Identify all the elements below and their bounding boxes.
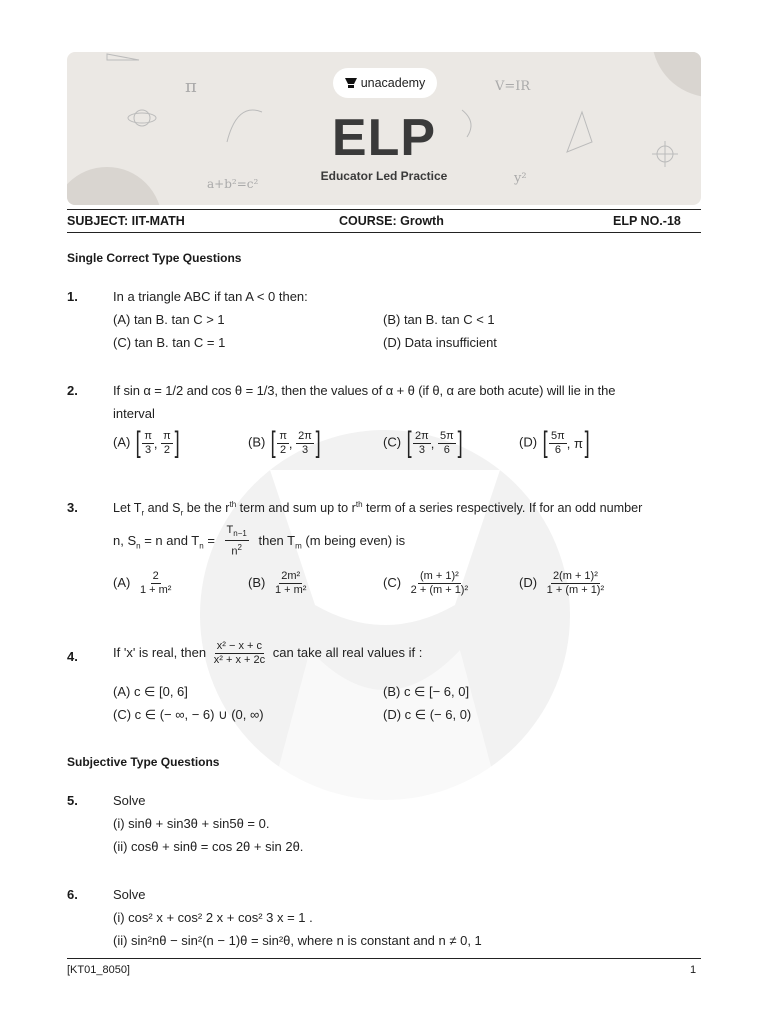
frac-num: π xyxy=(163,429,171,442)
subject-label: SUBJECT: IIT-MATH xyxy=(67,214,185,228)
option-b: (B) [ $\frac{\pi}{2}$ , $\frac{2\pi}{3}$ ] xyxy=(248,426,321,459)
frac-num: 2(m + 1)² xyxy=(552,570,598,582)
question-text xyxy=(113,500,642,518)
rule-bottom xyxy=(67,232,701,233)
unacademy-logo-icon xyxy=(345,78,357,88)
vir-doodle: V=IR xyxy=(495,79,531,94)
option-label: (A) xyxy=(113,574,131,590)
banner-subtitle: Educator Led Practice xyxy=(320,169,448,183)
text-part: then T xyxy=(258,532,296,548)
frac-num: 2 xyxy=(152,570,159,582)
question-text-cont xyxy=(113,524,405,559)
text-part: and S xyxy=(144,501,181,516)
text-part: Let T xyxy=(113,501,142,516)
question-number: 4. xyxy=(67,649,78,664)
frac-num: T xyxy=(226,524,234,536)
course-label: COURSE: Growth xyxy=(339,214,444,228)
part-i: (i) cos² x + cos² 2 x + cos² 3 x = 1 . xyxy=(113,910,313,925)
option-label: (C) xyxy=(383,434,402,450)
text-part: term of a series respectively. If for an odd number xyxy=(362,501,643,516)
question-text: Solve xyxy=(113,793,146,808)
rule-top xyxy=(67,209,701,210)
option-label: (D) xyxy=(519,574,538,590)
watermark-logo xyxy=(200,426,570,800)
subscript: m xyxy=(295,541,302,551)
option-label: (D) xyxy=(519,434,538,450)
option-d: (D) Data insufficient xyxy=(383,335,497,350)
frac-den: 3 xyxy=(418,443,425,456)
option-label: (B) xyxy=(248,434,266,450)
frac-num: 2π xyxy=(415,429,429,442)
option-b: (B) c ∈ [− 6, 0] xyxy=(383,684,470,699)
frac-den: 1 + (m + 1)² xyxy=(546,584,605,596)
frac-den: 2 xyxy=(163,443,170,456)
question-text: Solve xyxy=(113,887,146,902)
subscript: n−1 xyxy=(233,529,247,539)
option-label: (A) xyxy=(113,434,131,450)
frac-den: 6 xyxy=(554,443,561,456)
frac-den: 1 + m² xyxy=(139,584,172,596)
question-number: 1. xyxy=(67,289,78,304)
option-c: (C) [ $\frac{2\pi}{3}$ , $\frac{5\pi}{6}$ ] xyxy=(383,426,463,459)
frac-num: π xyxy=(279,429,287,442)
text-part: n, S xyxy=(113,532,137,548)
question-text: If sin α = 1/2 and cos θ = 1/3, then the values of α + θ (if θ, α are both acute) will lie in the xyxy=(113,383,616,398)
question-text xyxy=(113,640,422,667)
interval-end: π xyxy=(573,435,583,451)
part-ii: (ii) sin²nθ − sin²(n − 1)θ = sin²θ, where n is constant and n ≠ 0, 1 xyxy=(113,933,482,948)
frac-num: (m + 1)² xyxy=(420,570,459,582)
page-number: 1 xyxy=(690,964,697,976)
question-number: 3. xyxy=(67,500,78,515)
pythag-doodle: a+b²=c² xyxy=(207,177,259,191)
footer-rule xyxy=(67,958,701,959)
frac-den: 2 xyxy=(280,443,287,456)
question-number: 6. xyxy=(67,887,78,902)
frac-num: 2m² xyxy=(281,570,301,582)
frac-num: 5π xyxy=(439,429,454,442)
header-banner xyxy=(67,52,701,205)
option-a: (A) [ $\frac{\pi}{3}$ , $\frac{\pi}{2}$ ] xyxy=(113,426,180,459)
text-part: term and sum up to r xyxy=(236,501,356,516)
frac-num: π xyxy=(144,429,152,442)
option-c: (C) tan B. tan C = 1 xyxy=(113,335,226,350)
part-ii: (ii) cosθ + sinθ = cos 2θ + sin 2θ. xyxy=(113,839,304,854)
y-doodle: y² xyxy=(514,171,527,186)
option-a xyxy=(113,570,173,597)
option-b: (B) tan B. tan C < 1 xyxy=(383,312,495,327)
frac-den: 1 + m² xyxy=(274,584,307,596)
frac-num: 5π xyxy=(551,429,565,442)
question-number: 2. xyxy=(67,383,78,398)
elp-number-label: ELP NO.-18 xyxy=(613,214,681,228)
section-title-subjective: Subjective Type Questions xyxy=(67,755,220,769)
option-d xyxy=(519,570,606,597)
frac-den: 3 xyxy=(301,443,309,456)
text-part: (m being even) is xyxy=(301,532,406,548)
frac-den: 6 xyxy=(443,443,450,456)
option-c xyxy=(383,570,470,597)
frac-den: 3 xyxy=(145,443,152,456)
superscript: th xyxy=(229,500,237,509)
option-a: (A) c ∈ [0, 6] xyxy=(113,684,188,699)
option-d: (D) c ∈ (− 6, 0) xyxy=(383,707,472,722)
frac-den: 2 + (m + 1)² xyxy=(410,584,469,596)
document-code: [KT01_8050] xyxy=(67,964,130,976)
part-i: (i) sinθ + sin3θ + sin5θ = 0. xyxy=(113,816,270,831)
text-part: = n and T xyxy=(140,532,200,548)
option-b xyxy=(248,570,308,597)
subscript: r xyxy=(180,508,184,518)
question-number: 5. xyxy=(67,793,78,808)
frac-den: x² + x + 2c xyxy=(213,654,266,666)
question-text-cont: interval xyxy=(113,406,155,421)
brand-logo xyxy=(333,68,437,98)
option-c: (C) c ∈ (− ∞, − 6) ∪ (0, ∞) xyxy=(113,707,264,722)
text-part: be the r xyxy=(183,501,230,516)
frac-den: n xyxy=(231,545,238,558)
text-part: can take all real values if : xyxy=(272,644,423,660)
superscript: 2 xyxy=(237,543,242,553)
info-row xyxy=(67,214,701,232)
frac-num: x² − x + c xyxy=(216,640,263,652)
question-text: In a triangle ABC if tan A < 0 then: xyxy=(113,289,308,304)
option-d: (D) [ $\frac{5\pi}{6}$ , π ] xyxy=(519,426,590,459)
banner-title: ELP xyxy=(331,109,437,167)
option-a: (A) tan B. tan C > 1 xyxy=(113,312,225,327)
text-part: If 'x' is real, then xyxy=(113,644,207,660)
section-title-single: Single Correct Type Questions xyxy=(67,251,242,265)
subscript: n xyxy=(136,541,141,551)
option-label: (B) xyxy=(248,574,266,590)
text-part: = xyxy=(203,532,215,548)
subscript: r xyxy=(141,508,145,518)
subscript: n xyxy=(199,541,204,551)
frac-num: 2π xyxy=(298,429,312,442)
superscript: th xyxy=(355,500,363,509)
brand-name: unacademy xyxy=(360,76,426,90)
pi-doodle: π xyxy=(185,76,197,97)
option-label: (C) xyxy=(383,574,402,590)
